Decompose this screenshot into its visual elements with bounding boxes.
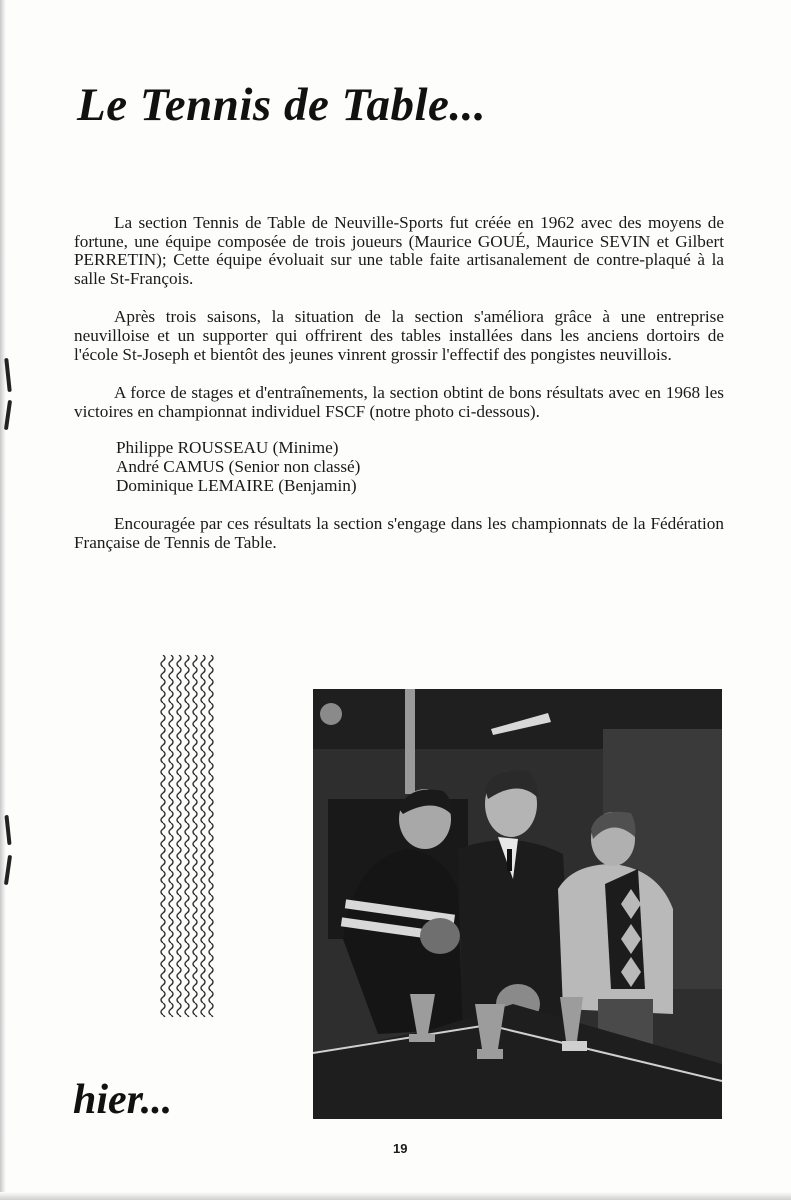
article-body	[74, 214, 724, 572]
winners-list	[116, 439, 724, 495]
winner-item: Dominique LEMAIRE (Benjamin)	[116, 475, 357, 495]
page-edge-shadow-bottom	[0, 1192, 791, 1200]
paragraph-founding: La section Tennis de Table de Neuville-Sports fut créée en 1962 avec des moyens de fortune, une équipe composée de trois joueurs (Maurice GOUÉ, Maurice SEVIN et Gilbert PERRETIN); Cette équipe évoluait sur une table faite artisanalement de contre-plaqué à la salle St-François.	[74, 213, 724, 288]
page-title: Le Tennis de Table...	[77, 79, 487, 131]
winner-item: André CAMUS (Senior non classé)	[116, 456, 361, 476]
paragraph-results: A force de stages et d'entraînements, la section obtint de bons résultats avec en 1968 les victoires en championnat individuel FSCF (notre photo ci-dessous).	[74, 383, 724, 421]
winner-item: Philippe ROUSSEAU (Minime)	[116, 438, 339, 458]
wave-decoration	[160, 655, 220, 1017]
page-edge-shadow	[0, 0, 6, 1200]
team-photo	[313, 689, 722, 1119]
page-number: 19	[393, 1141, 408, 1156]
paragraph-federation: Encouragée par ces résultats la section s'engage dans les championnats de la Fédération Française de Tennis de Table.	[74, 514, 724, 552]
paragraph-growth: Après trois saisons, la situation de la section s'améliora grâce à une entreprise neuvilloise et un supporter qui offrirent des tables installées dans les anciens dortoirs de l'école St-Joseph et bientôt des jeunes vinrent grossir l'effectif des pongistes neuvillois.	[74, 307, 724, 364]
section-subtitle: hier...	[73, 1077, 173, 1123]
